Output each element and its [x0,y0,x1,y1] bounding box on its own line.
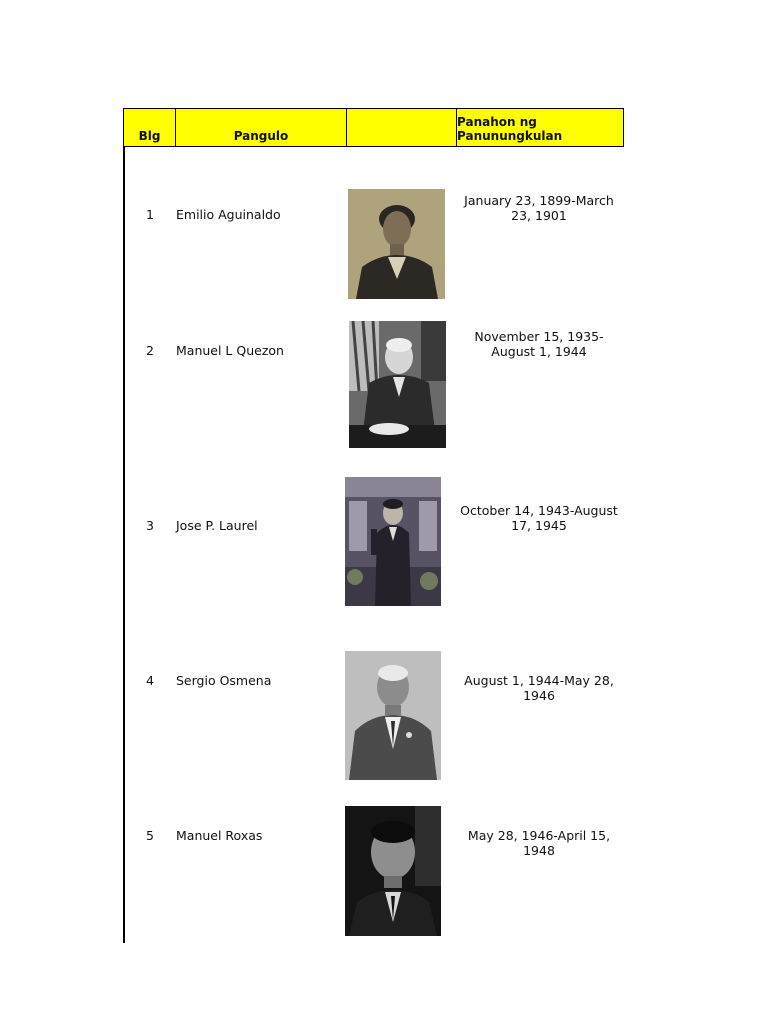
header-number: Blg [124,109,176,146]
header-term: Panahon ng Panunungkulan [457,115,563,143]
row-name: Sergio Osmena [176,673,272,688]
row-number: 5 [146,828,154,843]
row-number: 1 [146,207,154,222]
header-photo [347,109,457,146]
table-header-row [123,108,624,147]
row-term: November 15, 1935-August 1, 1944 [474,329,604,359]
portrait-image [348,189,445,299]
portrait-image [345,651,441,780]
portrait-image [349,321,446,448]
row-term: August 1, 1944-May 28, 1946 [464,673,614,703]
row-number: 2 [146,343,154,358]
row-name: Manuel Roxas [176,828,263,843]
row-name: Emilio Aguinaldo [176,207,281,222]
table-left-border [123,147,125,943]
row-name: Manuel L Quezon [176,343,284,358]
row-number: 3 [146,518,154,533]
row-name: Jose P. Laurel [176,518,258,533]
row-term: January 23, 1899-March 23, 1901 [464,193,614,223]
header-president: Pangulo [176,109,347,146]
row-term: May 28, 1946-April 15, 1948 [467,828,611,858]
row-term: October 14, 1943-August 17, 1945 [460,503,618,533]
portrait-image [345,477,441,606]
row-number: 4 [146,673,154,688]
portrait-image [345,806,441,936]
